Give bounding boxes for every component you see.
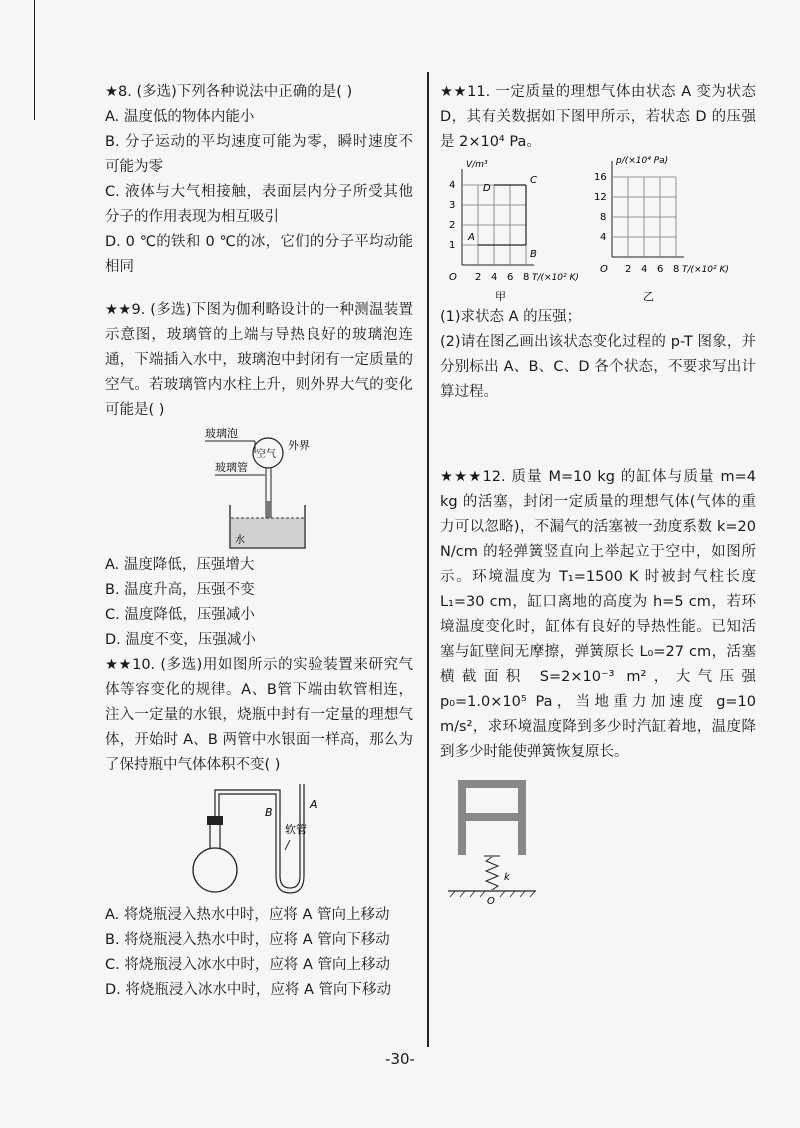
graph-a-ylabel: V/m³ [466, 160, 488, 170]
q8-option-c: C. 液体与大气相接触，表面层内分子所受其他分子的作用表现为相互吸引 [105, 184, 413, 225]
q11-part-1: (1)求状态 A 的压强； [440, 309, 582, 325]
q10-option-c: C. 将烧瓶浸入冰水中时，应将 A 管向上移动 [105, 957, 390, 973]
q11-graphs [440, 155, 756, 305]
graph-a-xtick: 6 [507, 272, 514, 283]
graph-a-ytick: 2 [449, 220, 456, 231]
margin-line [34, 0, 35, 120]
q8-option-a: A. 温度低的物体内能小 [105, 109, 255, 125]
label-hose: 软管 [285, 823, 307, 836]
label-tube-a: A [310, 798, 318, 811]
graph-a-ytick: 4 [449, 180, 456, 191]
question-8 [105, 80, 413, 280]
point-a: A [468, 232, 475, 243]
q10-option-b: B. 将烧瓶浸入热水中时，应将 A 管向下移动 [105, 932, 390, 948]
graph-a-xtick: 2 [475, 272, 482, 283]
point-b: B [530, 249, 537, 260]
graph-a-caption: 甲 [495, 290, 506, 303]
label-outside: 外界 [288, 439, 310, 452]
graph-b-ytick: 12 [594, 192, 607, 203]
point-d: D [483, 183, 491, 194]
question-12 [440, 465, 756, 905]
graph-b-ytick: 16 [594, 172, 607, 183]
q10-option-d: D. 将烧瓶浸入冰水中时，应将 A 管向下移动 [105, 982, 392, 998]
label-spring-k: k [504, 872, 510, 883]
graph-a-xtick: 4 [491, 272, 498, 283]
page-number: -30- [385, 1050, 415, 1068]
graph-b-xlabel: T/(×10² K) [682, 265, 729, 275]
q9-option-b: B. 温度升高，压强不变 [105, 582, 255, 598]
label-tube: 玻璃管 [215, 461, 248, 474]
q8-option-b: B. 分子运动的平均速度可能为零，瞬时速度不可能为零 [105, 134, 413, 175]
graph-b [594, 156, 729, 303]
point-c: C [530, 175, 537, 186]
right-column [440, 80, 756, 905]
q12-stem: ★★★12. 质量 M=10 kg 的缸体与质量 m=4 kg 的活塞，封闭一定质量的理想气体(气体的重力可以忽略)，不漏气的活塞被一劲度系数 k=20 N/cm 的轻弹簧竖直向上举起立于空中，如图所示。环境温度为 T₁=1500 K 时被封气柱长度 L₁=30 cm，缸口离地的高度为 h=5 cm，若环境温度变化时，缸体有良好的导热性能。已知活塞与缸壁间无摩擦，弹簧原长 L₀=27 cm，活塞横截面积 S=2×10⁻³ m²，大气压强 p₀=1.0×10⁵ Pa，当地重力加速度 g=10 m/s²，求环境温度降到多少时汽缸着地，温度降到多少时能使弹簧恢复原长。 [440, 469, 756, 760]
cylinder-spring-figure [440, 765, 756, 905]
label-water: 水 [235, 535, 245, 546]
graph-a [449, 160, 579, 303]
constant-volume-apparatus-figure [105, 778, 413, 903]
graph-a-ytick: 1 [449, 240, 456, 251]
graph-a-ytick: 3 [449, 200, 456, 211]
column-divider [427, 72, 429, 1047]
graph-a-xtick: 8 [523, 272, 530, 283]
graph-a-origin: O [449, 272, 457, 283]
graph-b-xtick: 4 [641, 264, 648, 275]
question-9 [105, 298, 413, 653]
label-bulb: 玻璃泡 [205, 427, 238, 440]
q9-option-a: A. 温度降低，压强增大 [105, 557, 255, 573]
graph-b-caption: 乙 [643, 290, 654, 303]
question-10 [105, 653, 413, 1003]
q10-stem: ★★10. (多选)用如图所示的实验装置来研究气体等容变化的规律。A、B管下端由软管相连，注入一定量的水银，烧瓶中封有一定量的理想气体，开始时 A、B 两管中水银面一样高，那么为了保持瓶中气体体积不变( ) [105, 657, 413, 773]
graph-a-xlabel: T/(×10² K) [532, 273, 579, 283]
graph-b-origin: O [600, 264, 608, 275]
q9-option-c: C. 温度降低，压强减小 [105, 607, 255, 623]
left-column [105, 80, 413, 1003]
label-origin-o: O [487, 896, 495, 905]
question-11 [440, 80, 756, 405]
graph-b-xtick: 6 [657, 264, 664, 275]
q8-option-d: D. 0 ℃的铁和 0 ℃的冰，它们的分子平均动能相同 [105, 234, 413, 275]
label-air: 空气 [256, 449, 276, 460]
graph-b-xtick: 2 [625, 264, 632, 275]
q8-stem: ★8. (多选)下列各种说法中正确的是( ) [105, 84, 353, 100]
q11-part-2: (2)请在图乙画出该状态变化过程的 p-T 图象，并分别标出 A、B、C、D 各个状态，不要求写出计算过程。 [440, 334, 756, 400]
q10-option-a: A. 将烧瓶浸入热水中时，应将 A 管向上移动 [105, 907, 390, 923]
graph-b-ylabel: p/(×10⁴ Pa) [616, 156, 669, 166]
q11-stem: ★★11. 一定质量的理想气体由状态 A 变为状态 D，其有关数据如下图甲所示，若状态 D 的压强是 2×10⁴ Pa。 [440, 84, 756, 150]
galileo-thermometer-figure [105, 423, 413, 553]
graph-b-ytick: 4 [600, 232, 607, 243]
q9-stem: ★★9. (多选)下图为伽利略设计的一种测温装置示意图，玻璃管的上端与导热良好的玻璃泡连通，下端插入水中，玻璃泡中封闭有一定质量的空气。若玻璃管内水柱上升，则外界大气的变化可能是( ) [105, 302, 413, 418]
label-tube-b: B [265, 806, 273, 819]
graph-b-ytick: 8 [600, 212, 607, 223]
q9-option-d: D. 温度不变，压强减小 [105, 632, 256, 648]
graph-b-xtick: 8 [673, 264, 680, 275]
